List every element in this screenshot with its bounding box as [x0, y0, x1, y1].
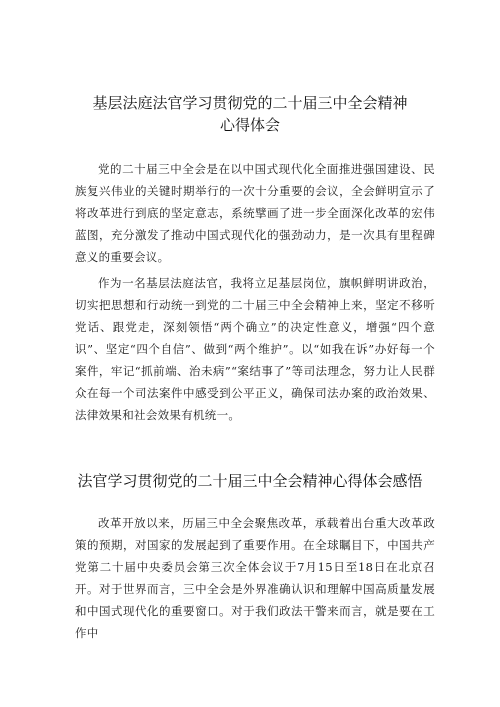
- section-title: 法官学习贯彻党的二十届三中全会精神心得体会感悟: [77, 472, 423, 490]
- document-title: 基层法庭法官学习贯彻党的二十届三中全会精神心得体会: [92, 94, 408, 134]
- body-paragraph: 改革开放以来，历届三中全会聚焦改革，承载着出台重大改革政策的预期，对国家的发展起到了重要作用。在全球瞩目下，中国共产党第二十届中央委员会第三次全体会议于7月15日至18日在北京召开。对于世界而言，三中全会是外界准确认识和理解中国高质量发展和中国式现代化的重要窗口。对于我们政法干警来而言，就是要在工作中: [75, 516, 435, 640]
- body-paragraph: 作为一名基层法庭法官，我将立足基层岗位，旗帜鲜明讲政治，切实把思想和行动统一到党的二十届三中全会精神上来，坚定不移听党话、跟党走，深刻领悟“两个确立”的决定性意义，增强“四个意识”、坚定“四个自信”、做到“两个维护”。以“如我在诉”办好每一个案件，牢记“抓前端、治未病”“案结事了”等司法理念，努力让人民群众在每一个司法案件中感受到公平正义，确保司法办案的政治效果、法律效果和社会效果有机统一。: [75, 276, 435, 422]
- body-paragraph: 党的二十届三中全会是在以中国式现代化全面推进强国建设、民族复兴伟业的关键时期举行的一次十分重要的会议，全会鲜明宣示了将改革进行到底的坚定意志，系统擘画了进一步全面深化改革的宏伟蓝图，充分激发了推动中国式现代化的强劲动力，是一次具有里程碑意义的重要会议。: [75, 162, 435, 264]
